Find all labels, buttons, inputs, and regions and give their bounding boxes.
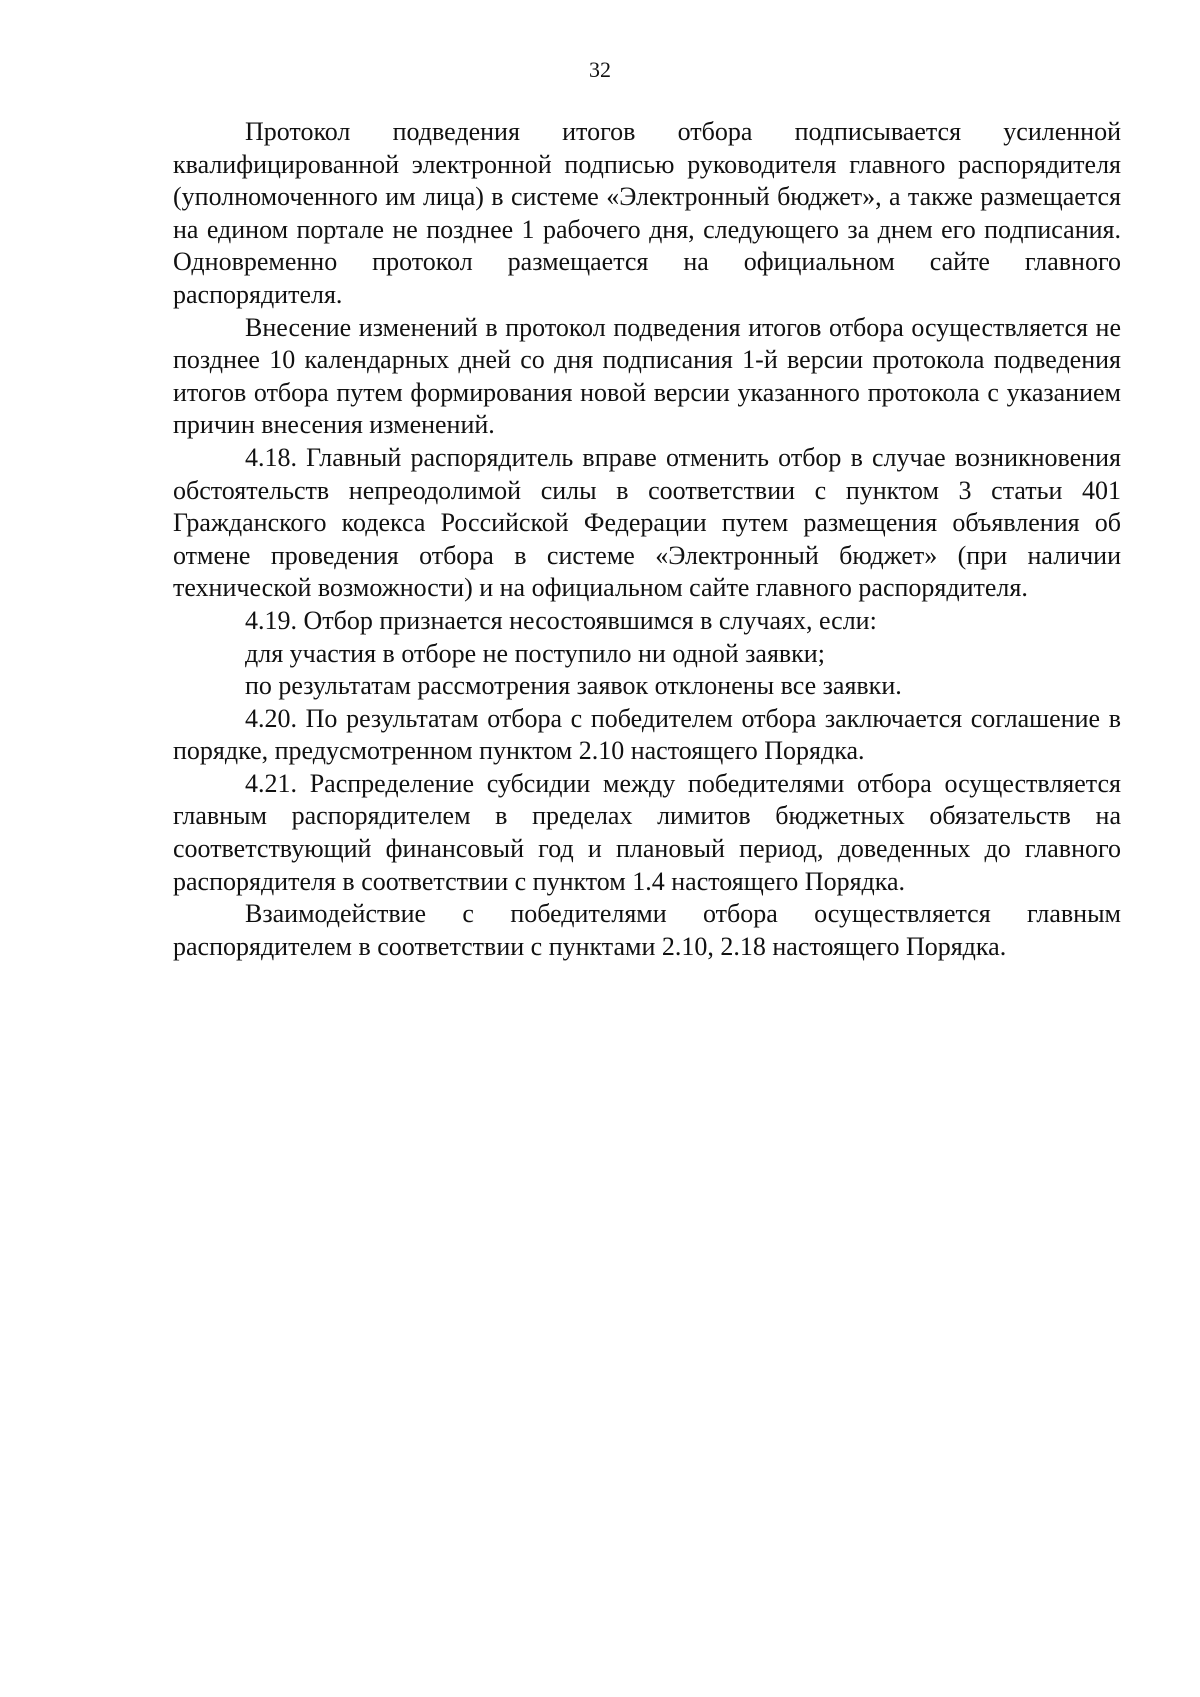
paragraph-4-18: 4.18. Главный распорядитель вправе отменить отбор в случае возникновения обстоятельств непреодолимой силы в соответствии с пунктом 3 статьи 401 Гражданского кодекса Российской Федерации путем размещения объявления об отмене проведения отбора в системе «Электронный бюджет» (при наличии технической возможности) и на официальном сайте главного распорядителя. (173, 442, 1121, 603)
paragraph-4-19-case-1: для участия в отборе не поступило ни одной заявки; (245, 638, 825, 668)
paragraph-4-21: 4.21. Распределение субсидии между победителями отбора осуществляется главным распорядителем в пределах лимитов бюджетных обязательств на соответствующий финансовый год и плановый период, доведенных до главного распорядителя в соответствии с пунктом 1.4 настоящего Порядка. (173, 768, 1121, 896)
document-body (173, 116, 1121, 963)
paragraph-4-20: 4.20. По результатам отбора с победителем отбора заключается соглашение в порядке, предусмотренном пунктом 2.10 настоящего Порядка. (173, 703, 1121, 766)
paragraph-interaction: Взаимодействие с победителями отбора осуществляется главным распорядителем в соответствии с пунктами 2.10, 2.18 настоящего Порядка. (173, 899, 1121, 961)
paragraph-protocol-signing: Протокол подведения итогов отбора подписывается усиленной квалифицированной электронной подписью руководителя главного распорядителя (уполномоченного им лица) в системе «Электронный бюджет», а также размещается на едином портале не позднее 1 рабочего дня, следующего за днем его подписания. Одновременно протокол размещается на официальном сайте главного распорядителя. (173, 117, 1121, 309)
paragraph-4-19-case-2: по результатам рассмотрения заявок отклонены все заявки. (245, 671, 902, 701)
paragraph-protocol-changes: Внесение изменений в протокол подведения итогов отбора осуществляется не позднее 10 календарных дней со дня подписания 1-й версии протокола подведения итогов отбора путем формирования новой версии указанного протокола с указанием причин внесения изменений. (173, 312, 1121, 440)
page-number: 32 (589, 57, 611, 82)
paragraph-4-19: 4.19. Отбор признается несостоявшимся в случаях, если: (245, 605, 877, 635)
